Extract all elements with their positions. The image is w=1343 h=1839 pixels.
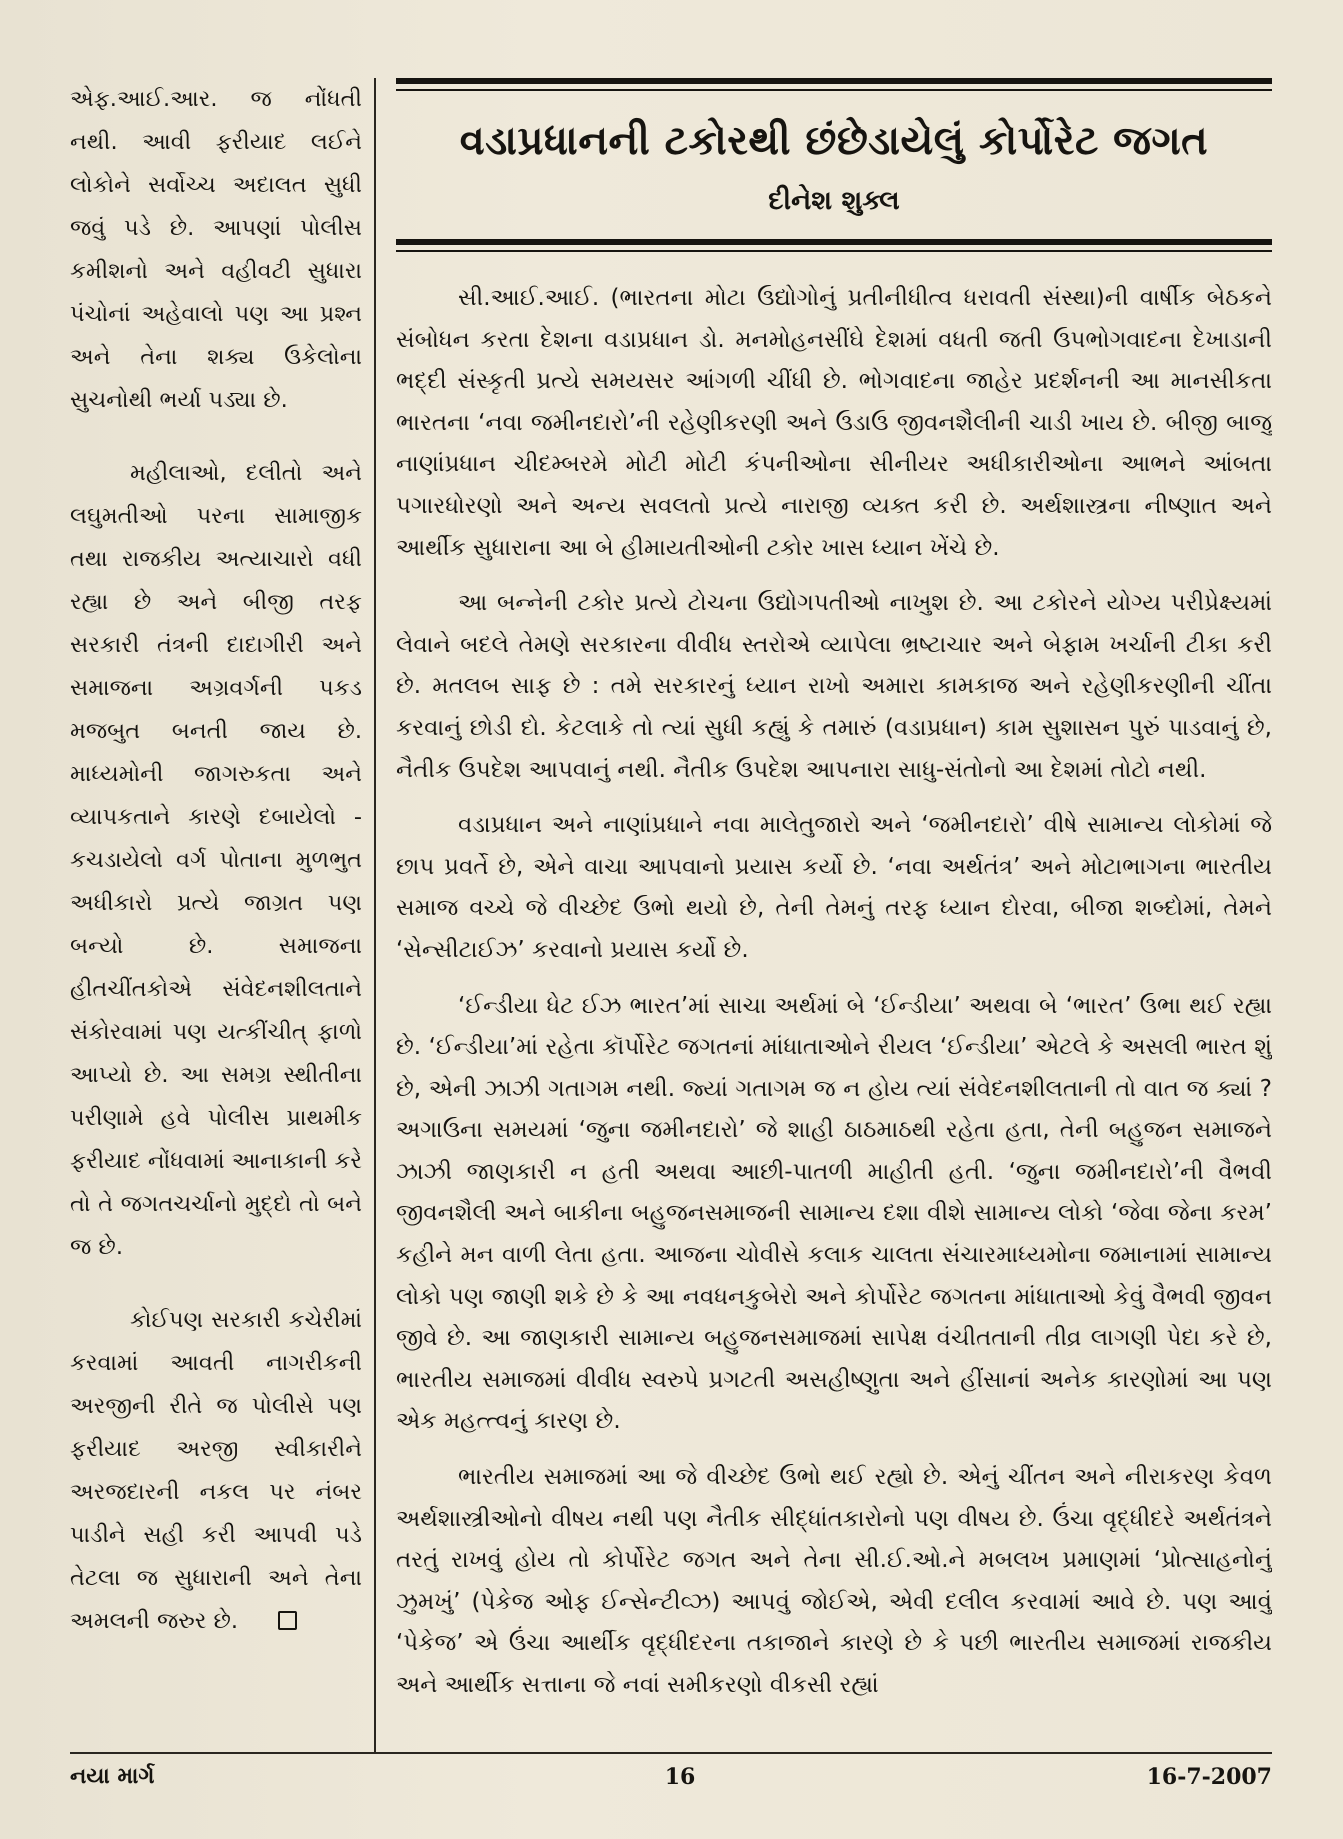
left-paragraph	[70, 1299, 362, 1643]
left-paragraph: એફ.આઈ.આર. જ નોંધતી નથી. આવી ફરીયાદ લઈને લોકોને સર્વોચ્ચ અદાલત સુધી જવું પડે છે. આપણાં પોલીસ કમીશનો અને વહીવટી સુધારા પંચોનાં અહેવાલો પણ આ પ્રશ્ન અને તેના શક્ય ઉકેલોના સુચનોથી ભર્યા પડ્યા છે.	[70, 86, 362, 413]
footer-issue-date: 16-7-2007	[1146, 1764, 1272, 1790]
article-paragraph: ભારતીય સમાજમાં આ જે વીચ્છેદ ઉભો થઈ રહ્યો છે. એનું ચીંતન અને નીરાકરણ કેવળ અર્થશાસ્ત્રીઓનો વીષય નથી પણ નૈતીક સીદ્ધાંતકારોનો પણ વીષય છે. ઉંચા વૃદ્ધીદરે અર્થતંત્રને તરતું રાખવું હોય તો કોર્પોરેટ જગત અને તેના સી.ઈ.ઓ.ને મબલખ પ્રમાણમાં ‘પ્રોત્સાહનોનું ઝુમખું’ (પેકેજ ઓફ ઈન્સેન્ટીવ્ઝ) આપવું જોઈએ, એવી દલીલ કરવામાં આવે છે. પણ આવું ‘પેકેજ’ એ ઉંચા આર્થીક વૃદ્ધીદરના તકાજાને કારણે છે કે પછી ભારતીય સમાજમાં રાજકીય અને આર્થીક સત્તાના જે નવાં સમીકરણો વીકસી રહ્યાં	[396, 1464, 1272, 1698]
title-rule-bottom-thick	[396, 239, 1272, 245]
title-rule-bottom-thin	[396, 250, 1272, 252]
article-paragraph: વડાપ્રધાન અને નાણાંપ્રધાને નવા માલેતુજારો અને ‘જમીનદારો’ વીષે સામાન્ય લોકોમાં જે છાપ પ્રવર્તે છે, એને વાચા આપવાનો પ્રયાસ કર્યો છે. ‘નવા અર્થતંત્ર’ અને મોટાભાગના ભારતીય સમાજ વચ્ચે જે વીચ્છેદ ઉભો થયો છે, તેની તેમનું તરફ ધ્યાન દોરવા, બીજા શબ્દોમાં, તેમને ‘સેન્સીટાઈઝ’ કરવાનો પ્રયાસ કર્યો છે.	[396, 812, 1272, 963]
article	[396, 78, 1272, 1753]
left-column-continuation	[70, 78, 362, 1718]
article-body	[396, 278, 1272, 1707]
footer-rule	[70, 1752, 1272, 1754]
left-paragraph-text: કોઈપણ સરકારી કચેરીમાં કરવામાં આવતી નાગરીકની અરજીની રીતે જ પોલીસે પણ ફરીયાદ અરજી સ્વીકારીને અરજદારની નકલ પર નંબર પાડીને સહી કરી આપવી પડે તેટલા જ સુધારાની અને તેના અમલની જરુર છે.	[70, 1307, 362, 1634]
article-author: દીનેશ શુક્લ	[768, 185, 900, 216]
article-paragraph: આ બન્નેની ટકોર પ્રત્યે ટોચના ઉદ્યોગપતીઓ નાખુશ છે. આ ટકોરને યોગ્ય પરીપ્રેક્ષ્યમાં લેવાને બદલે તેમણે સરકારના વીવીધ સ્તરોએ વ્યાપેલા ભ્રષ્ટાચાર અને બેફામ ખર્ચાની ટીકા કરી છે. મતલબ સાફ છે : તમે સરકારનું ધ્યાન રાખો અમારા કામકાજ અને રહેણીકરણીની ચીંતા કરવાનું છોડી દો. કેટલાકે તો ત્યાં સુધી કહ્યું કે તમારું (વડાપ્રધાન) કામ સુશાસન પુરું પાડવાનું છે, નૈતીક ઉપદેશ આપવાનું નથી. નૈતીક ઉપદેશ આપનારા સાધુ-સંતોનો આ દેશમાં તોટો નથી.	[396, 590, 1272, 783]
left-paragraph: મહીલાઓ, દલીતો અને લઘુમતીઓ પરના સામાજીક તથા રાજકીય અત્યાચારો વધી રહ્યા છે અને બીજી તરફ સરકારી તંત્રની દાદાગીરી અને સમાજના અગ્રવર્ગની પકડ મજબુત બનતી જાય છે. માધ્યમોની જાગરુકતા અને વ્યાપકતાને કારણે દબાયેલો - કચડાયેલો વર્ગ પોતાના મુળભુત અધીકારો પ્રત્યે જાગ્રત પણ બન્યો છે. સમાજના હીતચીંતકોએ સંવેદનશીલતાને સંકોરવામાં પણ યત્કીંચીત્ ફાળો આપ્યો છે. આ સમગ્ર સ્થીતીના પરીણામે હવે પોલીસ પ્રાથમીક ફરીયાદ નોંધવામાં આનાકાની કરે તો તે જગતચર્ચાનો મુદ્દો તો બને જ છે.	[70, 460, 362, 1260]
column-divider	[374, 78, 376, 1753]
title-rule-top-thin	[396, 89, 1272, 91]
article-title: વડાપ્રધાનની ટકોરથી છંછેડાયેલું કોર્પોરેટ જગત	[459, 118, 1209, 164]
article-paragraph: ‘ઈન્ડીયા ધેટ ઈઝ ભારત’માં સાચા અર્થમાં બે ‘ઈન્ડીયા’ અથવા બે ‘ભારત’ ઉભા થઈ રહ્યા છે. ‘ઈન્ડીયા’માં રહેતા કૉર્પોરેટ જગતનાં માંધાતાઓને રીયલ ‘ઈન્ડીયા’ એટલે કે અસલી ભારત શું છે, એની ઝાઝી ગતાગમ નથી. જ્યાં ગતાગમ જ ન હોય ત્યાં સંવેદનશીલતાની તો વાત જ ક્યાં ? અગાઉના સમયમાં ‘જુના જમીનદારો’ જે શાહી ઠાઠમાઠથી રહેતા હતા, તેની બહુજન સમાજને ઝાઝી જાણકારી ન હતી અથવા આછી-પાતળી માહીતી હતી. ‘જુના જમીનદારો’ની વૈભવી જીવનશૈલી અને બાકીના બહુજનસમાજની સામાન્ય દશા વીશે સામાન્ય લોકો ‘જેવા જેના કરમ’ કહીને મન વાળી લેતા હતા. આજના ચોવીસે કલાક ચાલતા સંચારમાધ્યમોના જમાનામાં સામાન્ય લોકો પણ જાણી શકે છે કે આ નવધનકુબેરો અને કોર્પોરેટ જગતના માંધાતાઓ કેવું વૈભવી જીવન જીવે છે. આ જાણકારી સામાન્ય બહુજનસમાજમાં સાપેક્ષ વંચીતતાની તીવ્ર લાગણી પેદા કરે છે, ભારતીય સમાજમાં વીવીધ સ્વરુપે પ્રગટતી અસહીષ્ણુતા અને હીંસાનાં અનેક કારણોમાં આ પણ એક મહત્ત્વનું કારણ છે.	[396, 992, 1272, 1435]
footer-publication-name: નયા માર્ગ	[70, 1764, 155, 1789]
footer-page-number: 16	[664, 1764, 696, 1790]
title-rule-top-thick	[396, 78, 1272, 84]
article-paragraph: સી.આઈ.આઈ. (ભારતના મોટા ઉદ્યોગોનું પ્રતીનીધીત્વ ધરાવતી સંસ્થા)ની વાર્ષીક બેઠકને સંબોધન કરતા દેશના વડાપ્રધાન ડો. મનમોહનસીંઘે દેશમાં વધતી જતી ઉપભોગવાદના દેખાડાની ભદ્દી સંસ્કૃતી પ્રત્યે સમયસર આંગળી ચીંધી છે. ભોગવાદના જાહેર પ્રદર્શનની આ માનસીકતા ભારતના ‘નવા જમીનદારો’ની રહેણીકરણી અને ઉડાઉ જીવનશૈલીની ચાડી ખાય છે. બીજી બાજુ નાણાંપ્રધાન ચીદમ્બરમે મોટી મોટી કંપનીઓના સીનીયર અધીકારીઓના આભને આંબતા પગારધોરણો અને અન્ય સવલતો પ્રત્યે નારાજી વ્યક્ત કરી છે. અર્થશાસ્ત્રના નીષ્ણાત અને આર્થીક સુધારાના આ બે હીમાયતીઓની ટકોર ખાસ ધ્યાન ખેંચે છે.	[396, 285, 1272, 561]
end-of-article-mark	[278, 1611, 297, 1630]
